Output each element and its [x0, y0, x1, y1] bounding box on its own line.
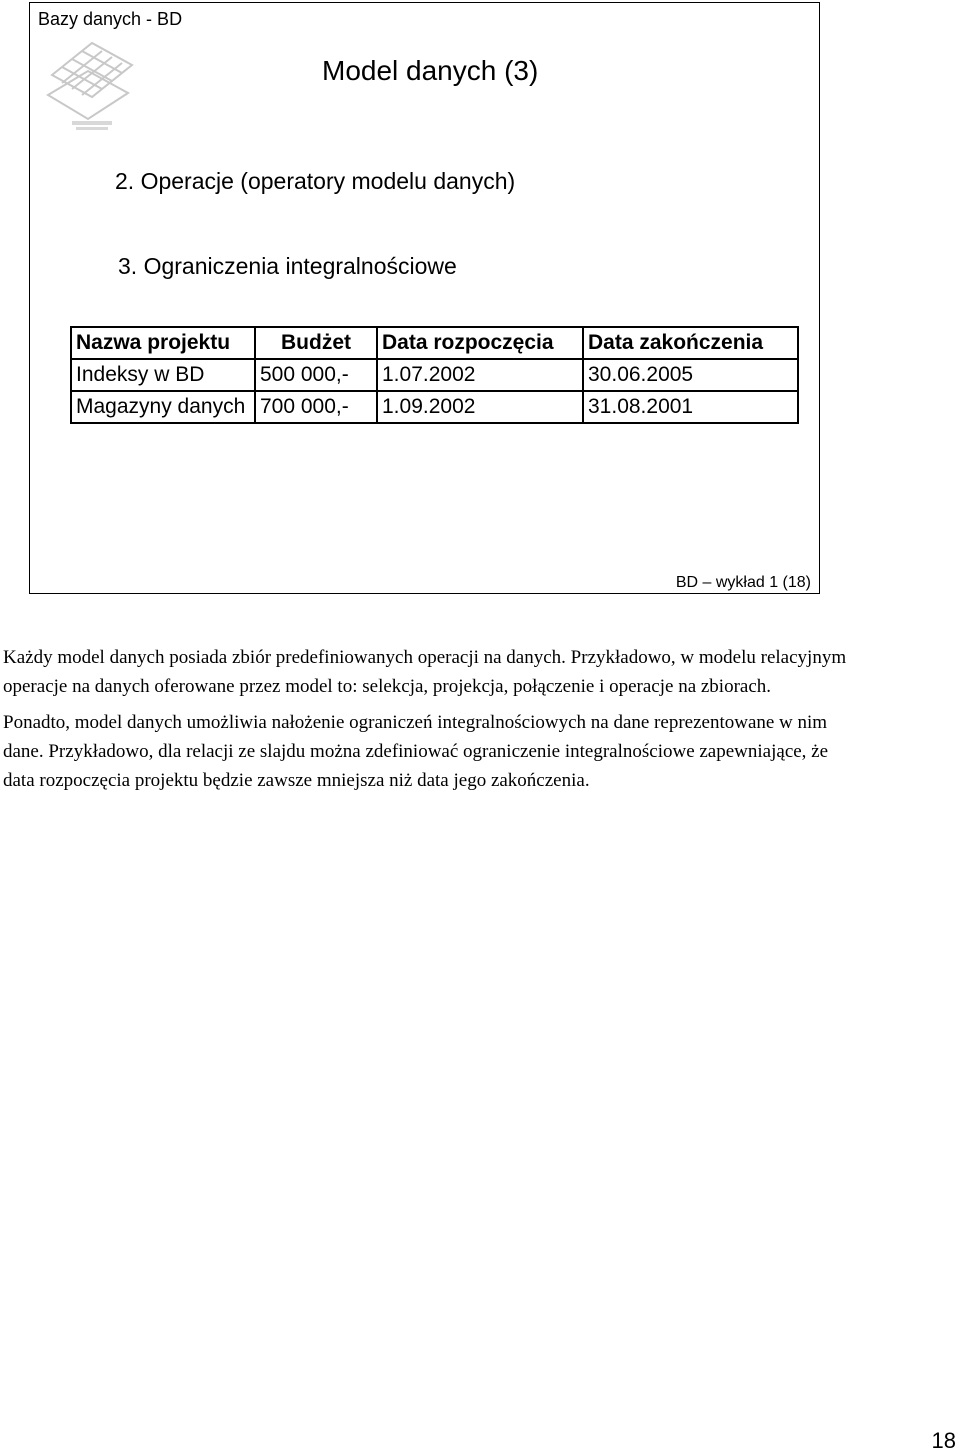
faculty-logo-icon [42, 35, 140, 133]
projects-table [70, 326, 799, 424]
bullet-integrity-constraints: 3. Ograniczenia integralnościowe [118, 253, 457, 279]
slide-title: Model danych (3) [322, 55, 539, 86]
table-header-cell: Data rozpoczęcia [377, 327, 583, 359]
table-cell: 500 000,- [255, 359, 377, 391]
table-row [71, 391, 798, 423]
table-header-cell: Budżet [255, 327, 377, 359]
table-cell: 30.06.2005 [583, 359, 798, 391]
table-header-cell: Nazwa projektu [71, 327, 255, 359]
table-cell: 700 000,- [255, 391, 377, 423]
table-header-cell: Data zakończenia [583, 327, 798, 359]
slide [29, 2, 820, 594]
slide-footer-label: BD – wykład 1 (18) [675, 574, 811, 591]
table-cell: Magazyny danych [71, 391, 255, 423]
table-row [71, 359, 798, 391]
lecture-notes [3, 643, 853, 802]
table-cell: 31.08.2001 [583, 391, 798, 423]
table-cell: Indeksy w BD [71, 359, 255, 391]
table-header-row [71, 327, 798, 359]
bullet-operations: 2. Operacje (operatory modelu danych) [115, 168, 516, 194]
notes-paragraph: Każdy model danych posiada zbiór predefiniowanych operacji na danych. Przykładowo, w modelu relacyjnym operacje na danych oferowane przez model to: selekcja, projekcja, połączenie i operacje na zbiorach. [3, 647, 847, 697]
table-cell: 1.07.2002 [377, 359, 583, 391]
page-number: 18 [931, 1428, 956, 1453]
notes-paragraph: Ponadto, model danych umożliwia nałożenie ograniczeń integralnościowych na dane reprezentowane w nim dane. Przykładowo, dla relacji ze slajdu można zdefiniować ograniczenie integralnościowe zapewniające, że data rozpoczęcia projektu będzie zawsze mniejsza niż data jego zakończenia. [3, 712, 829, 791]
table-cell: 1.09.2002 [377, 391, 583, 423]
slide-header-title: Bazy danych - BD [38, 9, 183, 29]
